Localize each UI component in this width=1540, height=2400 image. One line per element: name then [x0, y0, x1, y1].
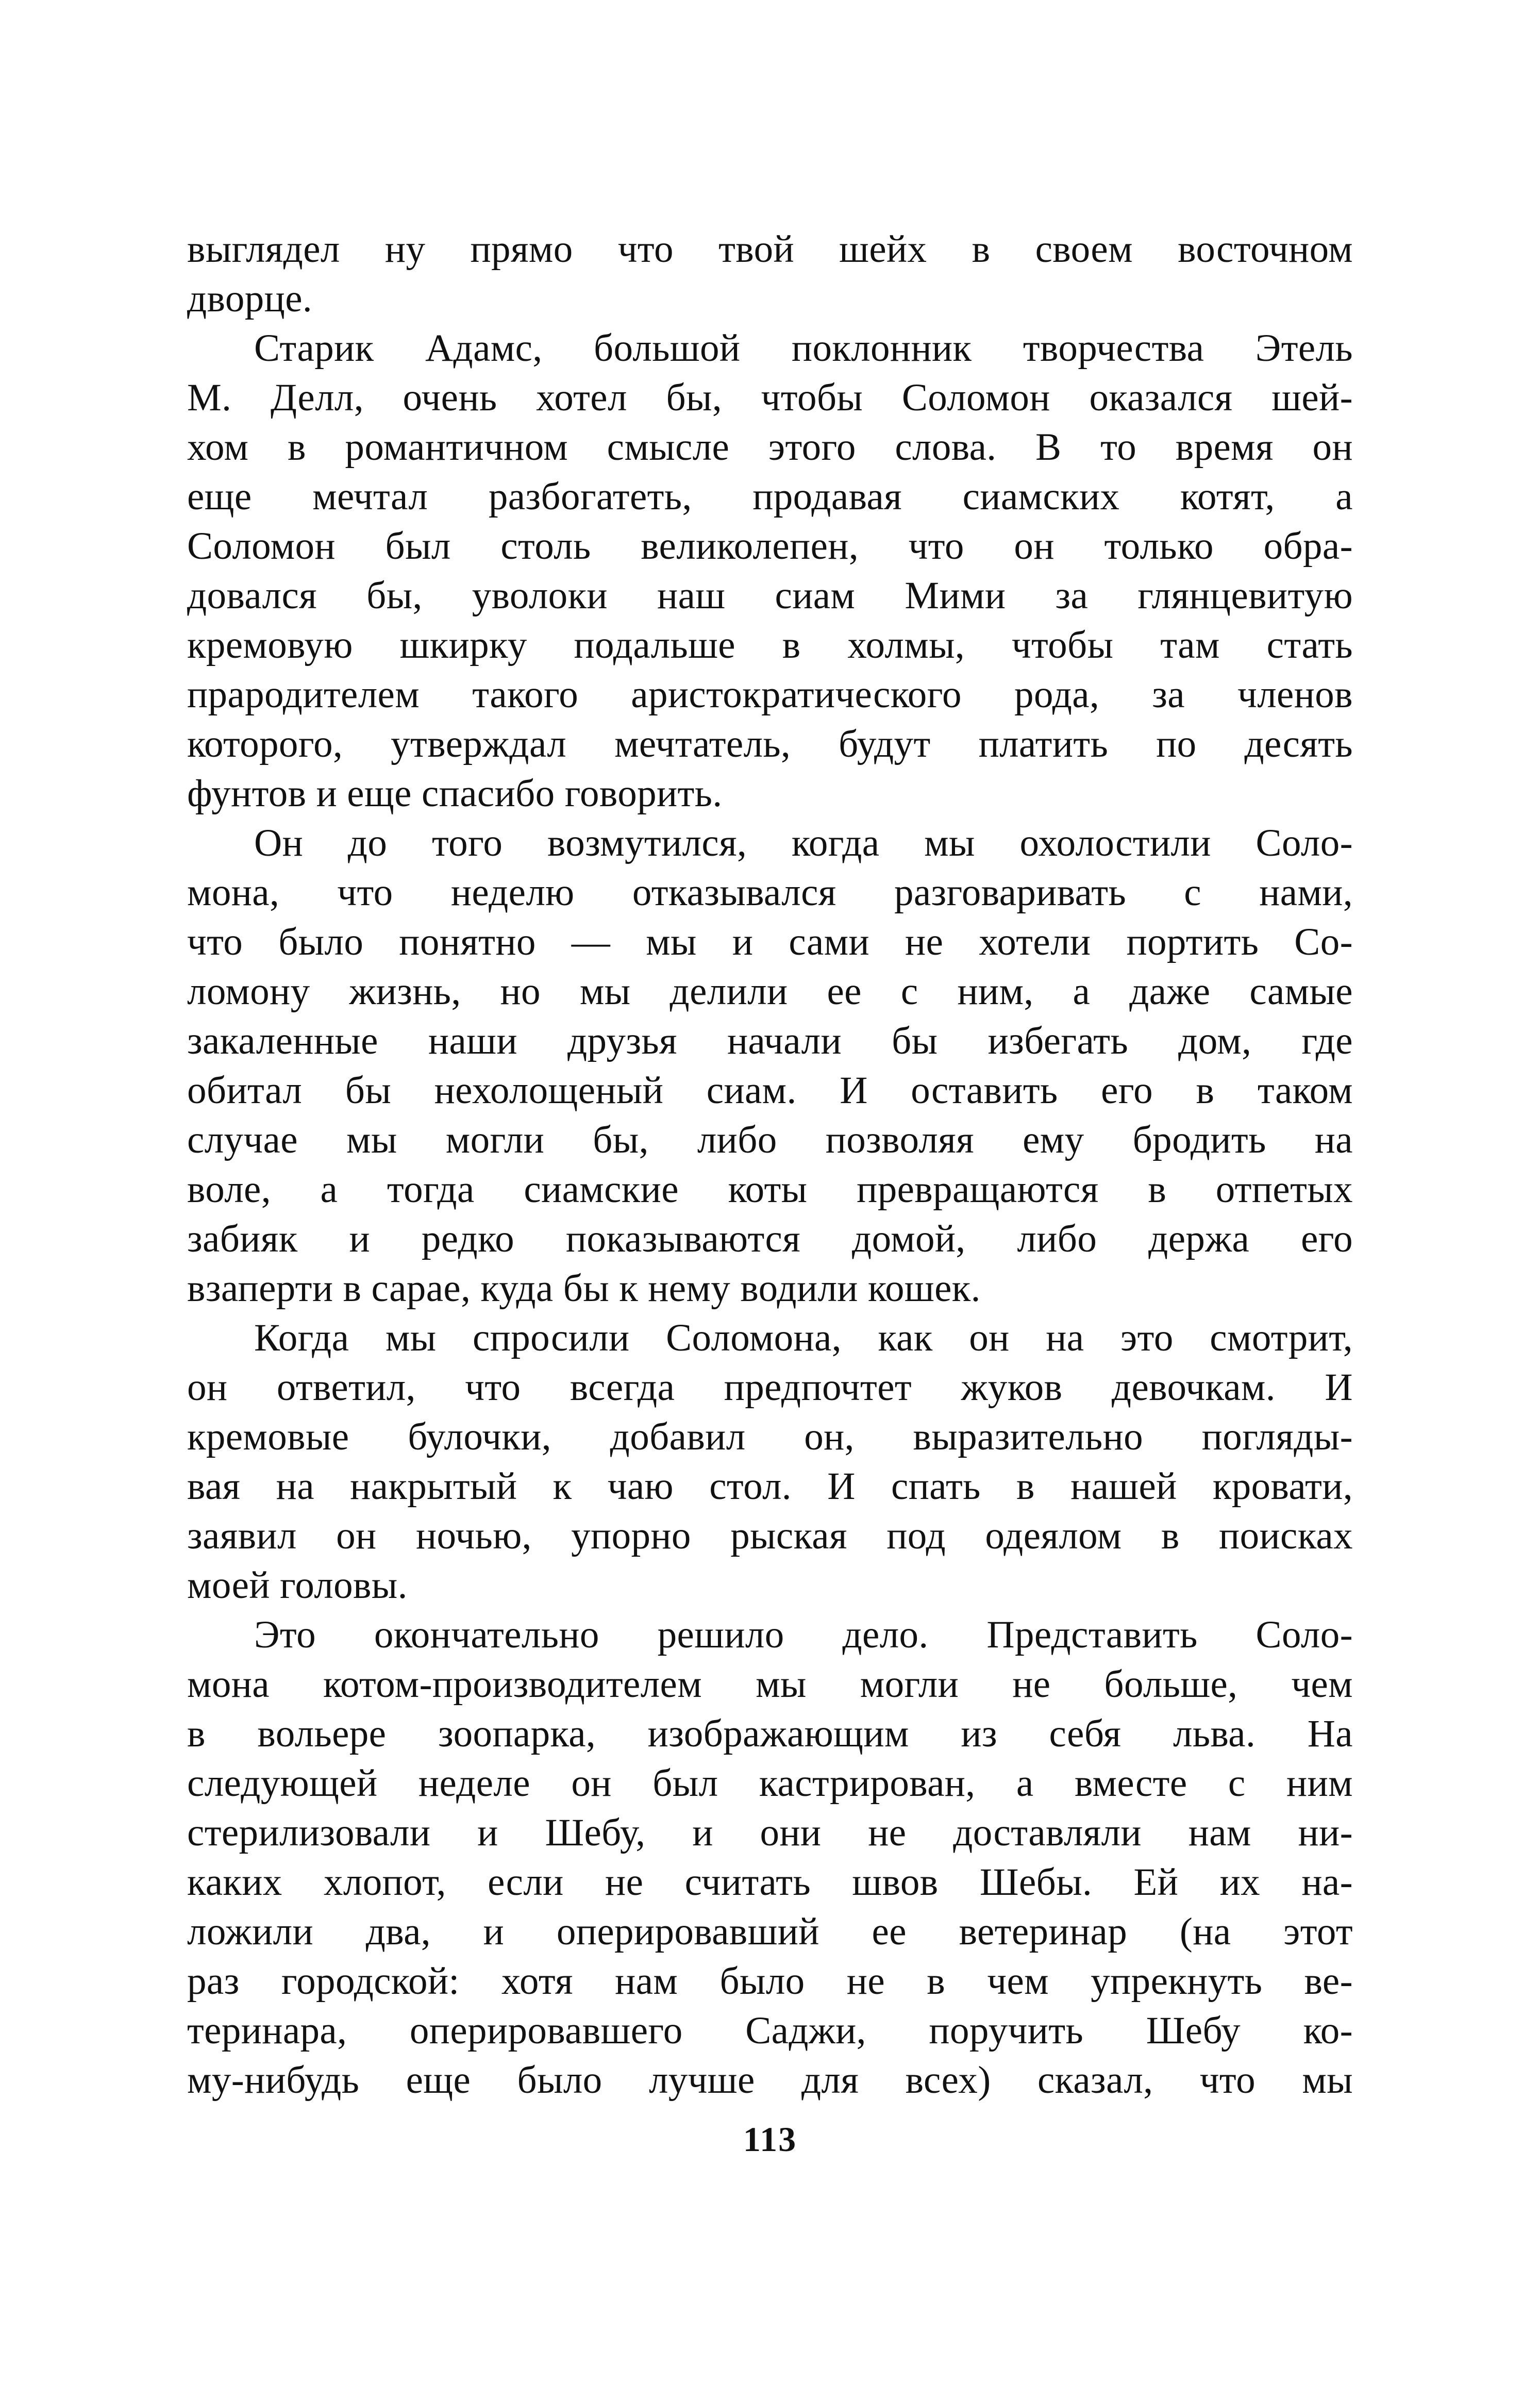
- text-line: хом в романтичном смысле этого слова. В то время он: [187, 426, 1353, 469]
- text-line: дворце.: [187, 277, 313, 320]
- text-line: выглядел ну прямо что твой шейх в своем восточном: [187, 228, 1353, 271]
- text-line: обитал бы нехолощеный сиам. И оставить его в таком: [187, 1069, 1353, 1112]
- text-line: фунтов и еще спасибо говорить.: [187, 772, 723, 815]
- text-line: мона, что неделю отказывался разговаривать с нами,: [187, 871, 1353, 914]
- text-line: что было понятно — мы и сами не хотели портить Со-: [187, 921, 1353, 963]
- text-line: он ответил, что всегда предпочтет жуков девочкам. И: [187, 1366, 1353, 1409]
- text-line: му-нибудь еще было лучше для всех) сказал, что мы: [187, 2059, 1353, 2102]
- text-line: Старик Адамс, большой поклонник творчества Этель: [254, 327, 1353, 370]
- text-line: в вольере зоопарка, изображающим из себя льва. На: [187, 1712, 1353, 1755]
- text-line: мона котом-производителем мы могли не больше, чем: [187, 1663, 1353, 1706]
- text-line: моей головы.: [187, 1564, 408, 1607]
- text-line: теринара, оперировавшего Саджи, поручить Шебу ко-: [187, 2009, 1353, 2052]
- text-line: М. Делл, очень хотел бы, чтобы Соломон оказался шей-: [187, 376, 1353, 419]
- text-line: кремовые булочки, добавил он, выразительно погляды-: [187, 1415, 1353, 1458]
- text-line: Когда мы спросили Соломона, как он на это смотрит,: [254, 1316, 1353, 1359]
- text-line: раз городской: хотя нам было не в чем упрекнуть ве-: [187, 1960, 1353, 2003]
- text-line: стерилизовали и Шебу, и они не доставляли нам ни-: [187, 1811, 1353, 1854]
- text-line: каких хлопот, если не считать швов Шебы. Ей их на-: [187, 1861, 1353, 1904]
- text-line: Он до того возмутился, когда мы охолостили Соло-: [254, 822, 1353, 864]
- text-line: забияк и редко показываются домой, либо держа его: [187, 1218, 1353, 1260]
- text-line: Это окончательно решило дело. Представить Соло-: [254, 1613, 1353, 1656]
- page-number: 113: [743, 2120, 797, 2159]
- text-line: вая на накрытый к чаю стол. И спать в нашей кровати,: [187, 1465, 1353, 1508]
- text-line: еще мечтал разбогатеть, продавая сиамских котят, а: [187, 475, 1353, 518]
- text-line: которого, утверждал мечтатель, будут платить по десять: [187, 723, 1353, 765]
- text-line: Соломон был столь великолепен, что он только обра-: [187, 525, 1353, 568]
- text-line: заявил он ночью, упорно рыская под одеялом в поисках: [187, 1514, 1353, 1557]
- text-line: ложили два, и оперировавший ее ветеринар (на этот: [187, 1910, 1353, 1953]
- text-line: взаперти в сарае, куда бы к нему водили кошек.: [187, 1267, 981, 1310]
- body-text: [187, 225, 1353, 2105]
- text-line: случае мы могли бы, либо позволяя ему бродить на: [187, 1119, 1353, 1161]
- text-line: кремовую шкирку подальше в холмы, чтобы там стать: [187, 624, 1353, 666]
- text-line: довался бы, уволоки наш сиам Мими за глянцевитую: [187, 574, 1353, 617]
- text-line: ломону жизнь, но мы делили ее с ним, а даже самые: [187, 970, 1353, 1013]
- text-line: закаленные наши друзья начали бы избегать дом, где: [187, 1020, 1353, 1062]
- text-line: следующей неделе он был кастрирован, а вместе с ним: [187, 1762, 1353, 1805]
- text-line: воле, а тогда сиамские коты превращаются в отпетых: [187, 1168, 1353, 1211]
- text-line: прародителем такого аристократического рода, за членов: [187, 673, 1353, 716]
